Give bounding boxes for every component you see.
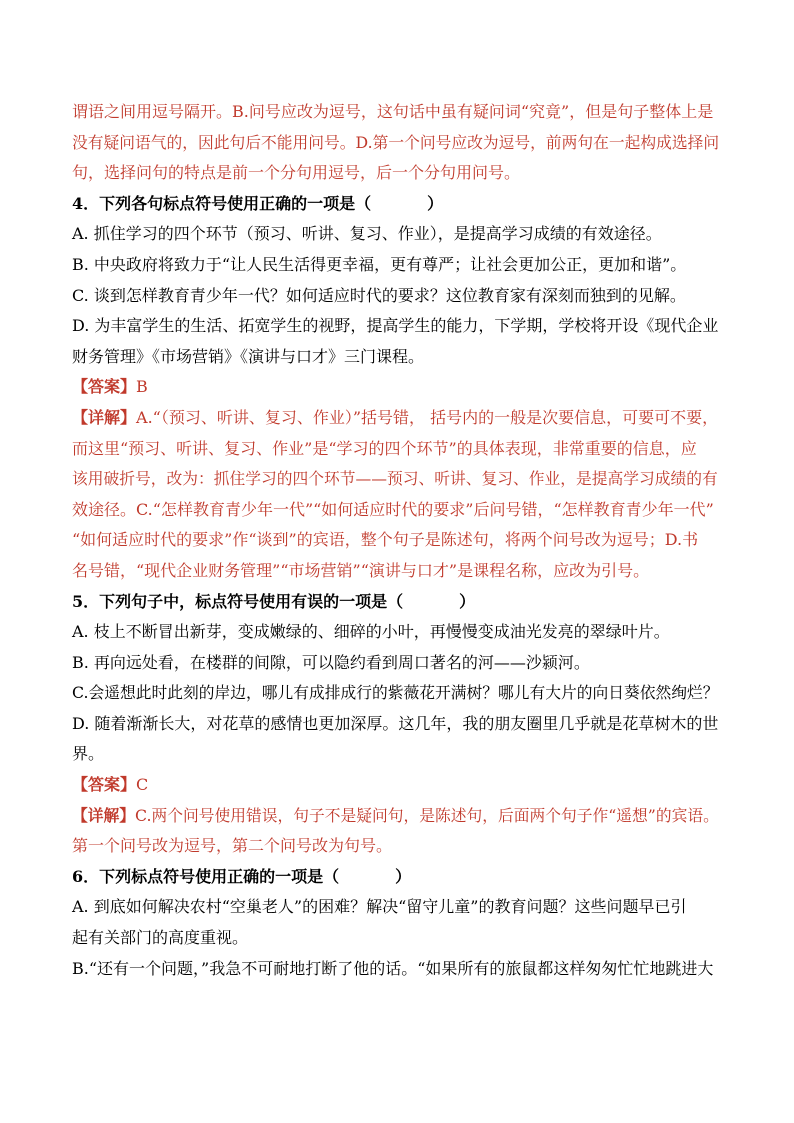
option-c: C.会遥想此时此刻的岸边，哪儿有成排成行的紫薇花开满树？哪儿有大片的向日葵依然绚烂？ bbox=[72, 683, 719, 703]
question-6 bbox=[72, 862, 724, 984]
answer-label: 【答案】 bbox=[72, 377, 137, 397]
document-page bbox=[72, 97, 724, 984]
option-b: B. 再向远处看，在楼群的间隙，可以隐约看到周口著名的河——沙颍河。 bbox=[72, 652, 590, 672]
option-c: C. 谈到怎样教育青少年一代？如何适应时代的要求？这位教育家有深刻而独到的见解。 bbox=[72, 285, 686, 305]
detail-text: 名号错，“现代企业财务管理”“市场营销”“演讲与口才”是课程名称，应改为引号。 bbox=[72, 560, 650, 580]
option-a: A. 枝上不断冒出新芽，变成嫩绿的、细碎的小叶，再慢慢变成油光发亮的翠绿叶片。 bbox=[72, 622, 670, 642]
stem-text: 4．下列各句标点符号使用正确的一项是（ bbox=[72, 193, 372, 213]
detail-text: 第一个问号改为逗号，第二个问号改为句号。 bbox=[72, 836, 393, 856]
answer-label: 【答案】 bbox=[72, 775, 137, 795]
option-a-continued: 起有关部门的高度重视。 bbox=[72, 928, 249, 948]
option-b: B.“还有一个问题，”我急不可耐地打断了他的话。“如果所有的旅鼠都这样匆匆忙忙地跳进大 bbox=[72, 958, 714, 978]
option-a: A. 到底如何解决农村“空巢老人”的困难？解决“留守儿童”的教育问题？这些问题早已引 bbox=[72, 897, 687, 917]
option-b: B. 中央政府将致力于“让人民生活得更幸福，更有尊严；让社会更加公正，更加和谐”。 bbox=[72, 254, 687, 274]
detail-text: 效途径。C.“怎样教育青少年一代”“如何适应时代的要求”后问号错，“怎样教育青少年一代” bbox=[72, 499, 714, 519]
stem-close: ） bbox=[427, 193, 444, 213]
detail-text: 该用破折号，改为：抓住学习的四个环节——预习、听讲、复习、作业，是提高学习成绩的有 bbox=[72, 469, 718, 489]
detail-label: 【详解】 bbox=[72, 805, 135, 825]
detail-line bbox=[72, 801, 724, 832]
detail-line bbox=[72, 403, 724, 434]
detail-text: 而这里“预习、听讲、复习、作业”是“学习的四个环节”的具体表现，非常重要的信息，应 bbox=[72, 438, 697, 458]
option-d: D. 为丰富学生的生活、拓宽学生的视野，提高学生的能力，下学期，学校将开设《现代企业 bbox=[72, 316, 719, 336]
stem-text: 6．下列标点符号使用正确的一项是（ bbox=[72, 866, 340, 886]
stem-close: ） bbox=[459, 591, 476, 611]
question-stem bbox=[72, 189, 724, 220]
text-line: 句，选择问句的特点是前一个分句用逗号，后一个分句用问号。 bbox=[72, 163, 521, 183]
question-stem bbox=[72, 587, 724, 618]
detail-text: A.“（预习、听讲、复习、作业）”括号错， 括号内的一般是次要信息，可要可不要， bbox=[136, 407, 719, 427]
question-4 bbox=[72, 189, 724, 587]
question-stem bbox=[72, 862, 724, 893]
option-d-continued: 界。 bbox=[72, 744, 105, 764]
previous-explanation bbox=[72, 97, 724, 189]
answer-line bbox=[72, 770, 724, 801]
text-line: 谓语之间用逗号隔开。B.问号应改为逗号，这句话中虽有疑问词“究竟”，但是句子整体上是 bbox=[72, 102, 714, 121]
detail-text: “如何适应时代的要求”作“谈到”的宾语，整个句子是陈述句，将两个问号改为逗号；D.书 bbox=[72, 530, 699, 550]
option-d-continued: 财务管理》《市场营销》《演讲与口才》三门课程。 bbox=[72, 346, 425, 366]
question-5 bbox=[72, 587, 724, 862]
detail-label: 【详解】 bbox=[72, 407, 137, 427]
answer-line bbox=[72, 372, 724, 403]
detail-text: C.两个问号使用错误，句子不是疑问句，是陈述句，后面两个句子作“遥想”的宾语。 bbox=[135, 805, 719, 825]
option-a: A. 抓住学习的四个环节（预习、听讲、复习、作业），是提高学习成绩的有效途径。 bbox=[72, 224, 662, 244]
answer-value: B bbox=[136, 377, 148, 397]
answer-value: C bbox=[136, 775, 149, 795]
stem-close: ） bbox=[395, 866, 412, 886]
stem-text: 5．下列句子中，标点符号使用有误的一项是（ bbox=[72, 591, 404, 611]
text-line: 没有疑问语气的，因此句后不能用问号。D.第一个问号应改为逗号，前两句在一起构成选择问 bbox=[72, 132, 720, 152]
option-d: D. 随着渐渐长大，对花草的感情也更加深厚。这几年，我的朋友圈里几乎就是花草树木的世 bbox=[72, 713, 719, 733]
